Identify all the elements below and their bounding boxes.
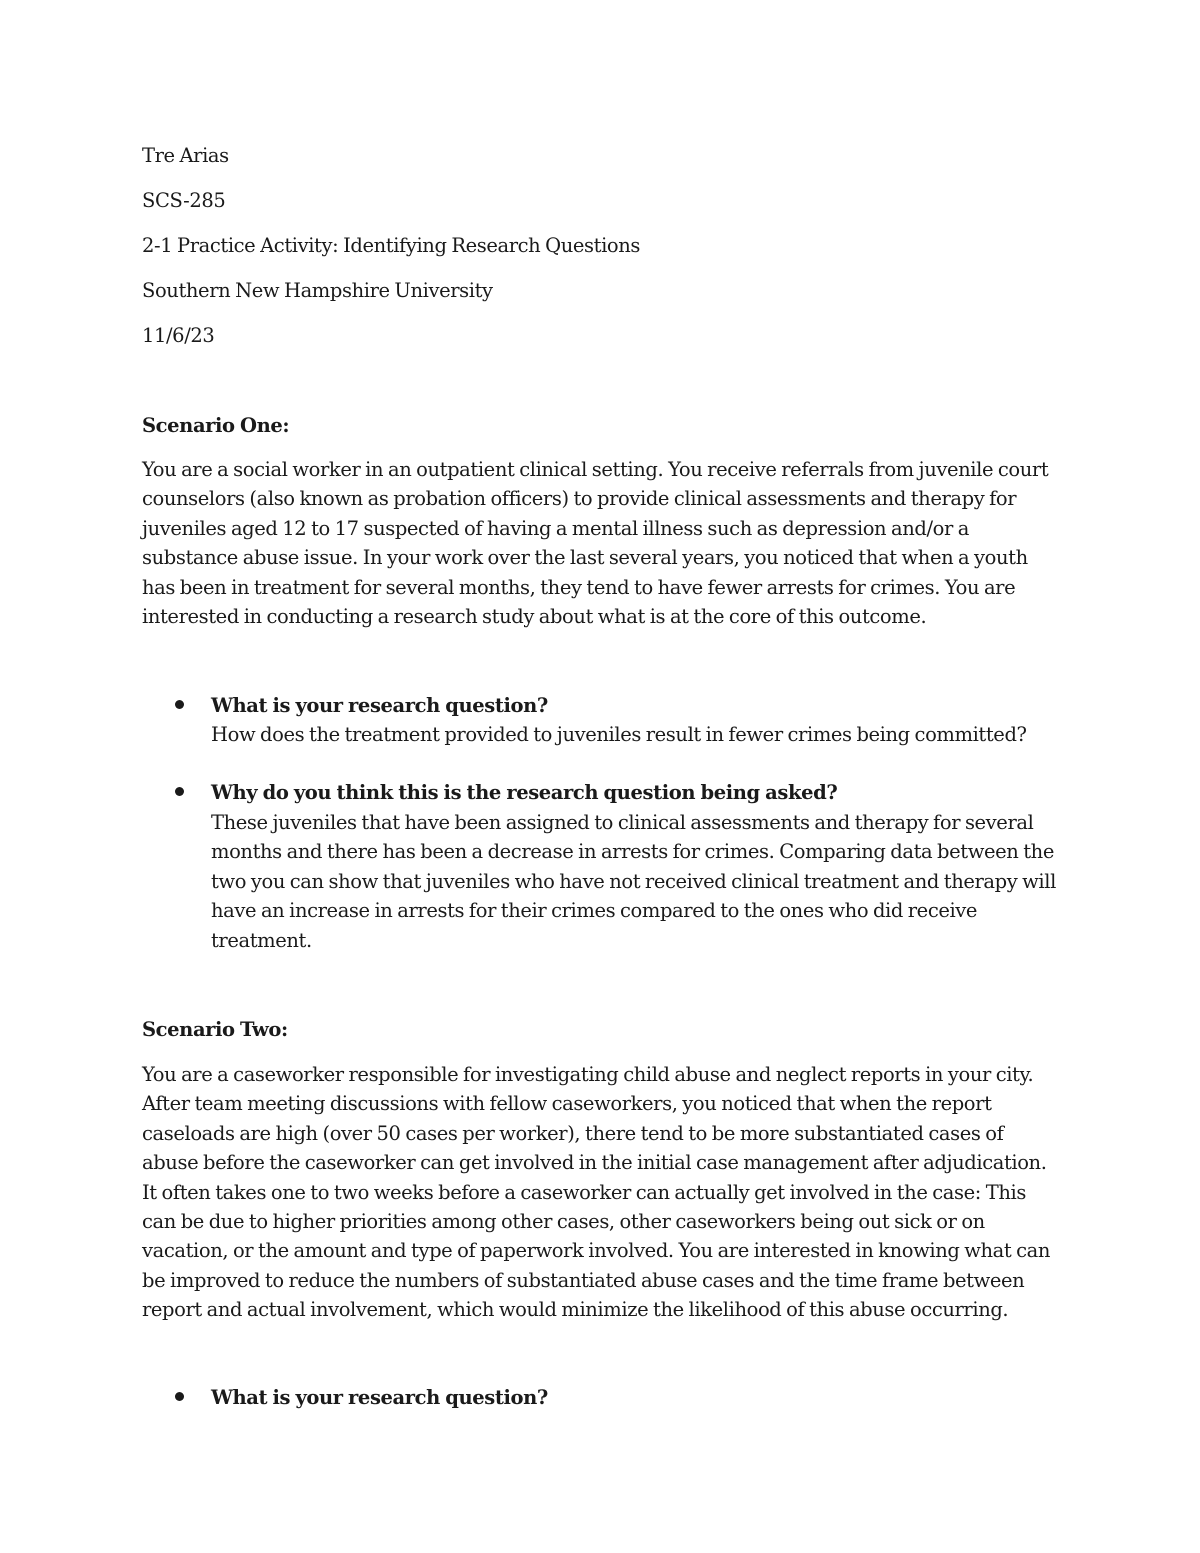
scenario-one-question-2: Why do you think this is the research question being asked? bbox=[211, 781, 838, 804]
scenario-one-body: You are a social worker in an outpatient clinical setting. You receive referrals from juvenile court counselors (also known as probation officers) to provide clinical assessments and therapy for juveniles aged 12 to 17 suspected of having a mental illness such as depression and/or a substance abuse issue. In your work over the last several years, you noticed that when a youth has been in treatment for several months, they tend to have fewer arrests for crimes. You are interested in conducting a research study about what is at the core of this outcome. bbox=[142, 458, 1049, 629]
course-code: SCS-285 bbox=[142, 189, 226, 212]
submission-date: 11/6/23 bbox=[142, 324, 215, 347]
assignment-title: 2-1 Practice Activity: Identifying Research Questions bbox=[142, 234, 641, 257]
scenario-two-body: You are a caseworker responsible for investigating child abuse and neglect reports in your city. After team meeting discussions with fellow caseworkers, you noticed that when the report caseloads are high (over 50 cases per worker), there tend to be more substantiated cases of abuse before the caseworker can get involved in the initial case management after adjudication. It often takes one to two weeks before a caseworker can actually get involved in the case: This can be due to higher priorities among other cases, other caseworkers being out sick or on vacation, or the amount and type of paperwork involved. You are interested in knowing what can be improved to reduce the numbers of substantiated abuse cases and the time frame between report and actual involvement, which would minimize the likelihood of this abuse occurring. bbox=[142, 1063, 1051, 1322]
university-name: Southern New Hampshire University bbox=[142, 279, 493, 302]
scenario-one-answer-1: How does the treatment provided to juveniles result in fewer crimes being committed? bbox=[211, 723, 1027, 746]
author-name: Tre Arias bbox=[142, 144, 229, 167]
scenario-two-question-1: What is your research question? bbox=[211, 1386, 548, 1409]
scenario-one-answer-2: These juveniles that have been assigned to clinical assessments and therapy for several months and there has been a decrease in arrests for crimes. Comparing data between the two you can show that juveniles who have not received clinical treatment and therapy will have an increase in arrests for their crimes compared to the ones who did receive treatment. bbox=[211, 811, 1056, 952]
scenario-one-heading: Scenario One: bbox=[142, 414, 290, 437]
scenario-one-question-1: What is your research question? bbox=[211, 694, 548, 717]
bullet-icon bbox=[175, 1392, 184, 1401]
bullet-icon bbox=[175, 700, 184, 709]
bullet-icon bbox=[175, 787, 184, 796]
scenario-two-heading: Scenario Two: bbox=[142, 1018, 288, 1041]
